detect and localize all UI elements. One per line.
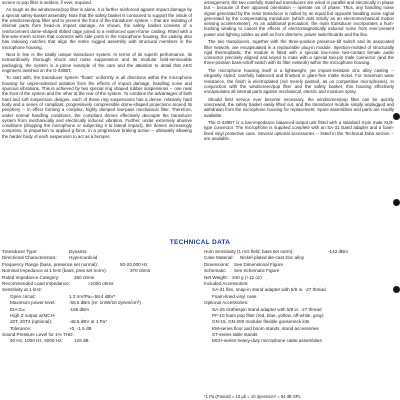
punch-hole xyxy=(393,286,400,293)
spec-label: Net Weight: xyxy=(204,274,228,280)
spec-label: SA-26 clothespin stand adapter with 5/8 in. -27 thread xyxy=(212,306,322,312)
spec-label: Frequency Range (bass, presence set normal): xyxy=(2,261,99,267)
body-paragraph: The two transducers, together with the three-position presence-tilt switch and its associated filter network, are encapsulated in a replaceable plug-in module. Injection-molded of structurally rigid thermoplastic, the module is fitted with a special low-noise two-contact female audio connector precisely aligned and keyed to mate with a special two-pin male connector (and the three-position bass-rolloff switch with its filter network) within the microphone housing. xyxy=(204,39,394,66)
body-paragraph: As tough as the windscreen/pop filter is alone, it is further reinforced against impact damage by a special safety-basket assembly. Note that the safety basket is contoured to support the inside of the windscreen/pop filter and to prevent the front of the transducer system -- that are isolating of internal parts from head-on impact damage. As shown, the safety basket consists of a reinforcement dome-shaped ribbed cage joined to a reinforced open-frame casting. Fitted with a fine-wire-mesh screen that connects with side ports in the microphone housing, the casting also has indexing notches that align the entire rugged assembly with structural members in the microphone housing. xyxy=(2,7,192,50)
spec-list-left xyxy=(2,249,192,345)
spec-label: Rated Impedance Category: xyxy=(2,274,60,280)
spec-value: 370 ohms xyxy=(130,268,151,274)
spec-value: 128 dB xyxy=(74,338,89,344)
spec-row xyxy=(204,338,394,344)
spec-label: MCH-series heavy-duty microphone cable assemblies xyxy=(212,338,322,344)
punch-hole xyxy=(393,199,400,206)
spec-label: Included Accessories: xyxy=(204,280,249,286)
spec-label: Schematic: xyxy=(204,268,227,274)
spec-label: EIA Gₘ: xyxy=(10,306,27,312)
spec-label: Recommended Load Impedance: xyxy=(2,280,70,286)
body-paragraph: Next in line is the totally unique transducer system. In terms of its superb performance, its extraordinarily thorough shock and noise suppression and its modular field-serviceable packaging, the system is a prime example of the care and the attention to detail that AKG engineers lavished on the D-330BT. xyxy=(2,52,192,73)
spec-label: Case Material: xyxy=(204,255,234,261)
spec-value: -58.5 dBm (re: 1mW/10 dynes/cm²) xyxy=(69,300,141,306)
spec-label: Directional Characteristics: xyxy=(2,255,57,261)
spec-value: See Dimensional Figure xyxy=(234,261,284,267)
spec-list-right xyxy=(204,249,394,345)
spec-value: +0, -1.5 dB xyxy=(69,325,92,331)
pascal-footnote: *1 Pa (Pascal) = 10 μb = 10 dynes/cm² = 94 dB SPL xyxy=(204,394,301,399)
spec-label: Optional Accessories: xyxy=(204,300,249,306)
body-paragraph: To start with, the transducer system "floats" uniformly in all directions within the microphone housing for unprecedented isolation from the effects of impact damage, handling noise and spurious vibrations. This is achieved by two special ring shaped rubber suspensions -- one near the front of the system and the other at the rear of the system. To combine the advantages of both hard and soft suspension designs, each of these ring suspensions has a dense, relatively hard body and a series of compliant, progressively compressible dome-shaped projections around its periphery -- in effect forming a complex, highly damped low-pass mechanical filter. Therefore, under normal handling conditions, the compliant domes effectively decouple the transducer system from mechanically and electrically induced vibration. Further, under extremely abusive conditions (dropping the microphone or subjecting it to lateral impact), the domes increasingly compress, in proportion to applied g-force, in a progressive braking action -- ultimately allowing the harder body of each suspension to act as a bumper. xyxy=(2,75,192,139)
body-paragraph: The D-330BT is a low-impedance balanced-output unit fitted with a standard 3-pin male XLR-type connector. The microphone is supplied complete with an SA-31 stand adapter and a foam-lined vinyl protective case. Several optional accessories -- listed in the Technical Data section -- are available. xyxy=(204,119,394,141)
spec-value: 1.3 mV/Pa=-58.4 dBV* xyxy=(69,293,116,299)
spec-label: ST-series table stands xyxy=(212,332,258,338)
spec-value: Nickel-plated die-cast zinc alloy xyxy=(240,255,305,261)
spec-value: 250 ohms xyxy=(74,274,95,280)
body-paragraph: The microphone housing itself is a lightweight, yet impact-resistant zinc alloy casting -- elegantly styled, carefully balanced and finished in glare-free matte nickel. For maximum wear resistance, the finish is electroplated (not merely painted, as on competitive microphones). In conjunction with the windscreen/pop filter and the safety basket, this housing effectively encapsulates all internal parts against mechanical, electric and moisture spray. xyxy=(204,67,394,95)
spec-value: 340 g (+12 oz) xyxy=(232,274,262,280)
spec-label: Dimensions: xyxy=(204,261,230,267)
spec-label: Transducer Type: xyxy=(2,249,38,254)
spec-value: -143 dBm xyxy=(328,249,348,254)
spec-label: Sound Pressure Level for 1% THD: xyxy=(2,332,74,338)
spec-label: KM-series floor and boom stands, stand accessories xyxy=(212,325,319,331)
body-paragraph: Should field service ever become necessary, the windscreen/pop filter can be quickly unscrewed, the safety basket easily lifted out, and the transducer module simply unplugged and withdrawn from the microphone housing for replacement. Spare assemblies and parts are readily available. xyxy=(204,96,394,118)
spec-value: 50-20,000 Hz xyxy=(120,261,148,267)
spec-label: 20T, 20T3 (optional): xyxy=(10,319,53,325)
spec-label: Maximum power level: xyxy=(10,300,56,306)
body-paragraph: screen or pop filter is seldom, if ever, required. xyxy=(2,0,93,5)
punch-hole xyxy=(393,113,400,120)
spec-label: Foam-lined vinyl case xyxy=(212,293,257,299)
spec-label: SA-31 flex, snap-in stand adapter with 5/8 in. -27 thread xyxy=(212,287,326,293)
spec-label: 40 Hz, 1000 Hz, 5000 Hz: xyxy=(10,338,63,344)
body-paragraph: arrangement, the two carefully matched transducers are wired in parallel and electrically in phase but -- because of their opposed orientation -- operate out of phase. Thus, any handling noise signal generated by the main transducer is nulled by an equal but opposite handling noise signal generated by the compensating transducer (which acts strictly as an electromechanical motion sensing accelerometer). As an additional precaution, the main transducer incorporates a hum-bucking winding to cancel the effects of electromagnetically induced noise from ever-present power and lighting cables as well as from dimmers, power switchboards and the like. xyxy=(204,0,394,37)
right-text-column xyxy=(204,0,394,143)
spec-label: Sensitivity at 1 kHz: xyxy=(2,287,43,293)
spec-label: High Z output w/MCH- xyxy=(10,312,56,318)
spec-value: Hypercardioid xyxy=(69,255,98,261)
spec-label: PF-10 foam pop filter (red, blue, yellow, off-white, gray) xyxy=(212,312,324,318)
spec-value: -48.5 dBV at 1 Pa* xyxy=(69,319,108,325)
spec-row xyxy=(2,338,192,344)
spec-label: Nominal Impedance at 1 kHz (bass, pres set norm): xyxy=(2,268,107,274)
spec-label: Hum Sensitivity (1 mG field; bass set norm): xyxy=(204,249,294,254)
spec-value: Dynamic xyxy=(69,249,87,254)
spec-value: -156 dBm xyxy=(69,306,89,312)
spec-value: >1000 ohms xyxy=(88,280,114,286)
technical-data-heading: TECHNICAL DATA xyxy=(169,239,231,246)
left-text-column xyxy=(2,0,192,141)
spec-value: See Schematic Figure xyxy=(234,268,280,274)
spec-label: Open circuit: xyxy=(10,293,36,299)
spec-label: GN-15, GN-200 modular flexible gooseneck kits xyxy=(212,319,310,325)
spec-label: Tolerance: xyxy=(10,325,32,331)
